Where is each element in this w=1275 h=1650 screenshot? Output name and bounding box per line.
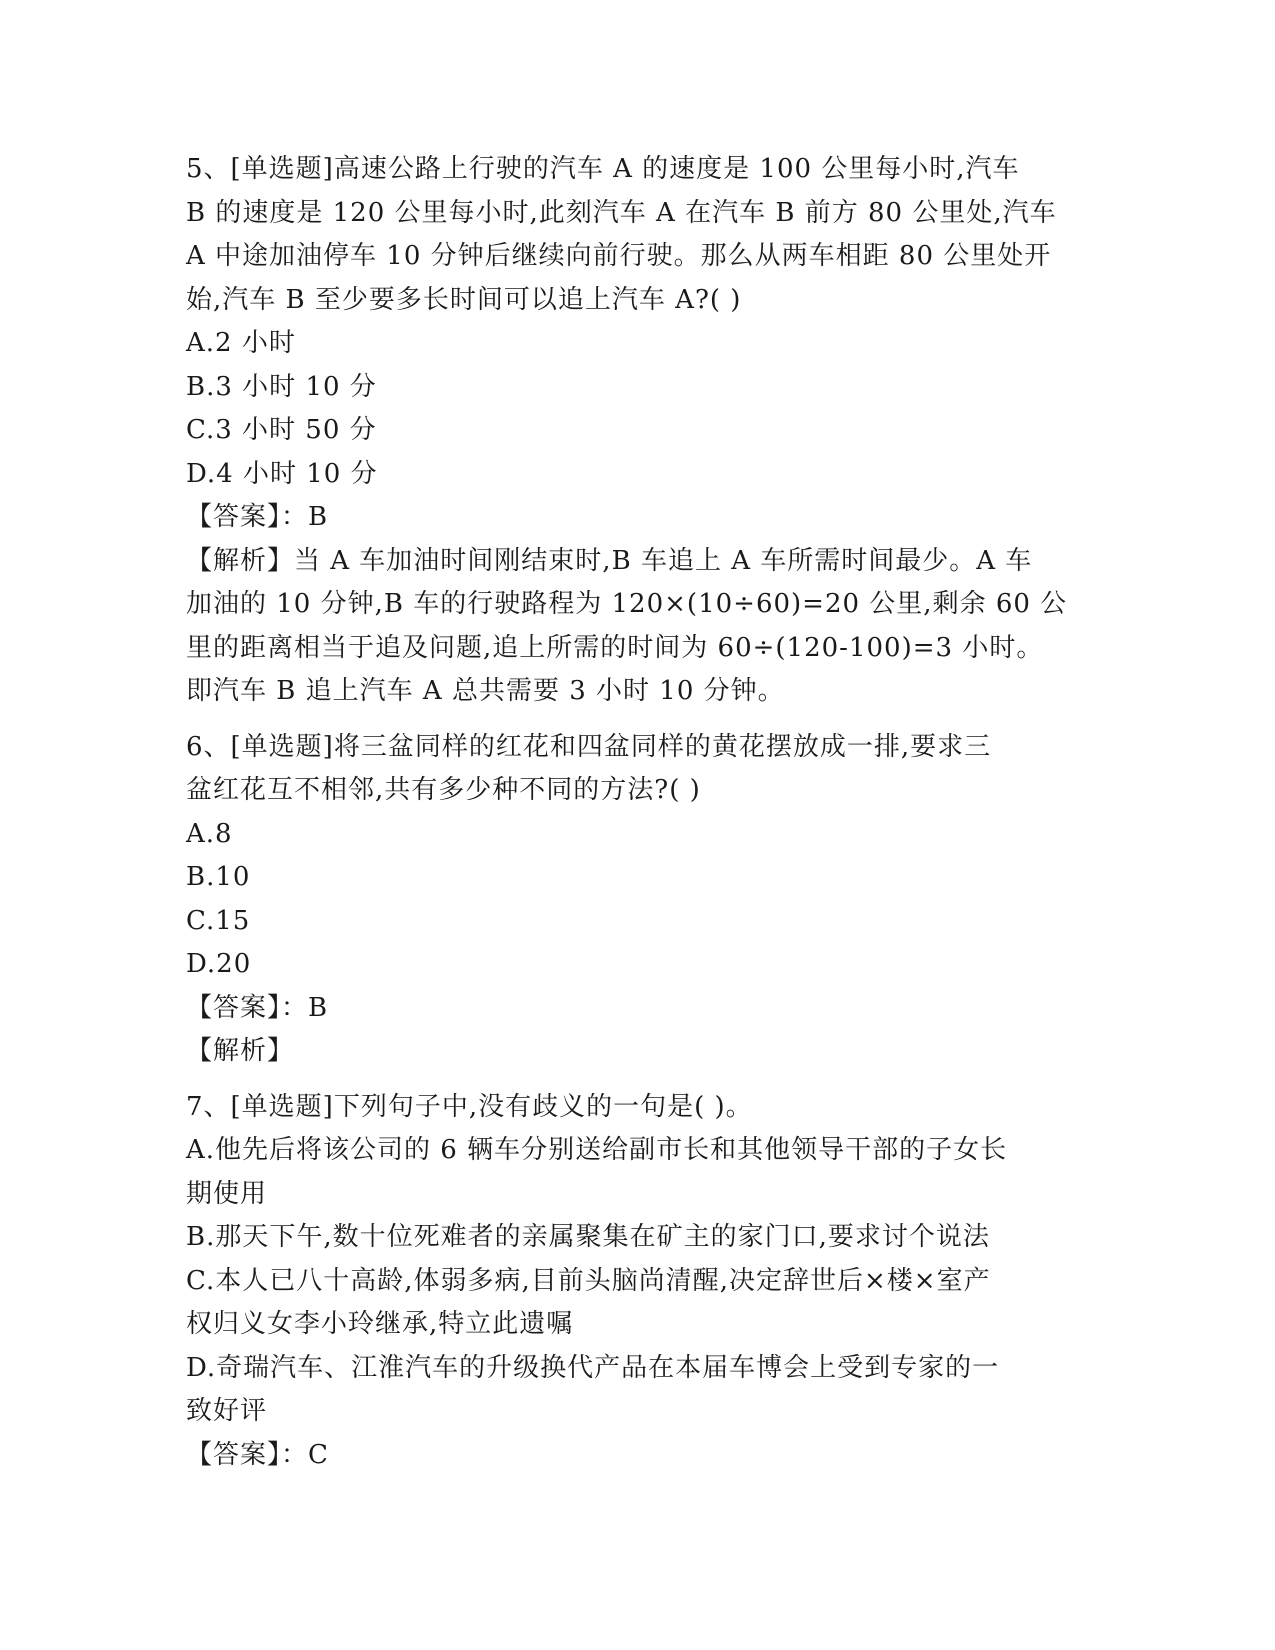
question-7 <box>186 1086 1086 1478</box>
analysis-line: 【解析】当 A 车加油时间刚结束时,B 车追上 A 车所需时间最少。A 车 <box>186 545 1033 576</box>
question-stem-line: 盆红花互不相邻,共有多少种不同的方法?( ) <box>186 775 701 805</box>
option-d-continued: 致好评 <box>186 1396 268 1426</box>
option-b: B.10 <box>186 862 251 892</box>
option-c: C.本人已八十高龄,体弱多病,目前头脑尚清醒,决定辞世后×楼×室产 <box>186 1265 991 1296</box>
answer: 【答案】：B <box>186 992 329 1023</box>
option-a: A.8 <box>186 818 233 849</box>
answer: 【答案】：B <box>186 502 329 532</box>
option-c: C.3 小时 50 分 <box>186 415 377 445</box>
document-page <box>186 148 1086 1477</box>
question-stem-line: 5、[单选题]高速公路上行驶的汽车 A 的速度是 100 公里每小时,汽车 <box>186 154 1020 184</box>
question-stem-line: 始,汽车 B 至少要多长时间可以追上汽车 A?( ) <box>186 284 742 315</box>
analysis-line: 即汽车 B 追上汽车 A 总共需要 3 小时 10 分钟。 <box>186 676 785 706</box>
question-5 <box>186 148 1086 714</box>
option-d: D.20 <box>186 949 252 979</box>
analysis-line: 里的距离相当于追及问题,追上所需的时间为 60÷(120-100)=3 小时。 <box>186 632 1044 663</box>
question-6 <box>186 726 1086 1074</box>
analysis-line: 加油的 10 分钟,B 车的行驶路程为 120×(10÷60)=20 公里,剩余 60 公 <box>186 589 1068 619</box>
question-stem-line: B 的速度是 120 公里每小时,此刻汽车 A 在汽车 B 前方 80 公里处,汽车 <box>186 197 1057 228</box>
option-d: D.4 小时 10 分 <box>186 458 378 489</box>
option-b: B.3 小时 10 分 <box>186 371 377 402</box>
question-stem-line: 6、[单选题]将三盆同样的红花和四盆同样的黄花摆放成一排,要求三 <box>186 731 992 762</box>
option-a-continued: 期使用 <box>186 1178 268 1209</box>
option-c-continued: 权归义女李小玲继承,特立此遗嘱 <box>186 1309 574 1339</box>
answer: 【答案】：C <box>186 1439 329 1470</box>
question-stem-line: 7、[单选题]下列句子中,没有歧义的一句是( )。 <box>186 1091 753 1122</box>
option-a: A.2 小时 <box>186 328 296 358</box>
option-a: A.他先后将该公司的 6 辆车分别送给副市长和其他领导干部的子女长 <box>186 1135 1008 1165</box>
analysis-line: 【解析】 <box>186 1036 295 1066</box>
option-c: C.15 <box>186 905 251 936</box>
question-stem-line: A 中途加油停车 10 分钟后继续向前行驶。那么从两车相距 80 公里处开 <box>186 241 1052 271</box>
option-b: B.那天下午,数十位死难者的亲属聚集在矿主的家门口,要求讨个说法 <box>186 1222 990 1252</box>
option-d: D.奇瑞汽车、江淮汽车的升级换代产品在本届车博会上受到专家的一 <box>186 1352 1000 1383</box>
